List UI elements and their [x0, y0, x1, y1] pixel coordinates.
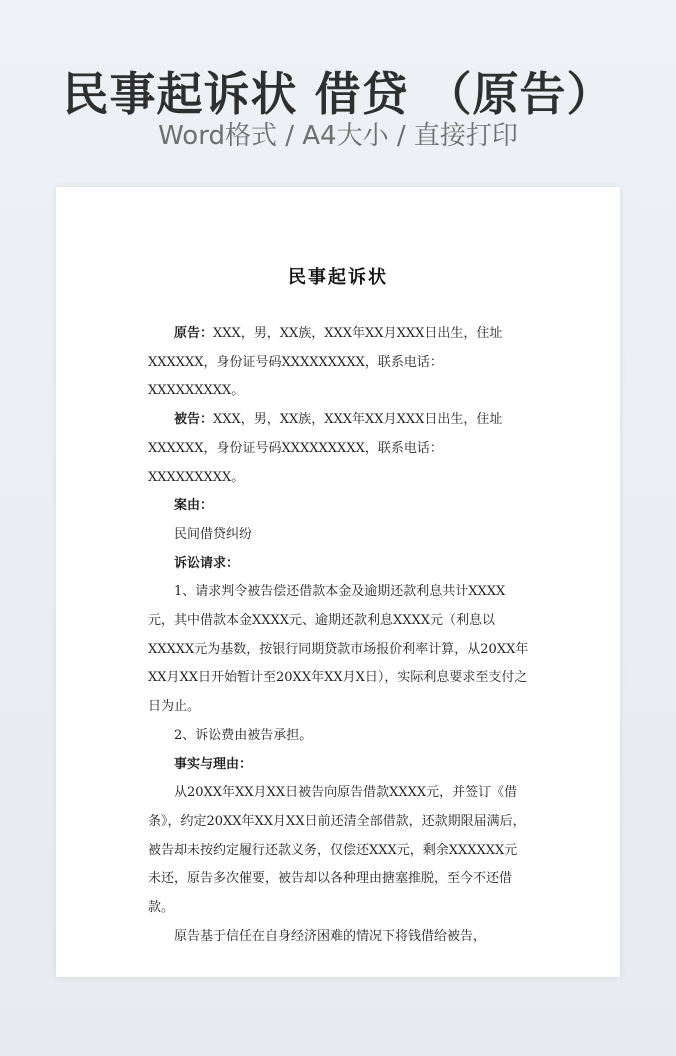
plaintiff-paragraph	[148, 320, 530, 406]
document-title: 民事起诉状	[288, 267, 388, 288]
claim-item-1: 1、请求判令被告偿还借款本金及逾期还款利息共计XXXX元，其中借款本金XXXX元、逾期还款利息XXXX元（利息以XXXXX元为基数，按银行同期贷款市场报价利率计算，从20XX年XX月XX日开始暂计至20XX年XX月X日），实际利息要求至支付之日为止。	[148, 584, 529, 715]
plaintiff-text: XXX，男，XX族，XXX年XX月XXX日出生，住址XXXXXX，身份证号码XXXXXXXXX，联系电话：XXXXXXXXX。	[148, 326, 503, 399]
page-subtitle: Word格式 / A4大小 / 直接打印	[158, 121, 518, 151]
defendant-label: 被告：	[174, 412, 214, 428]
claims-label: 诉讼请求：	[174, 555, 240, 571]
cause-label: 案由：	[174, 498, 214, 514]
facts-label: 事实与理由：	[174, 756, 253, 772]
page-title: 民事起诉状 借贷 （原告）	[62, 67, 614, 121]
plaintiff-label: 原告：	[174, 326, 214, 341]
facts-paragraph-1: 从20XX年XX月XX日被告向原告借款XXXX元，并签订《借条》，约定20XX年XX月XX日前还清全部借款，还款期限届满后，被告却未按约定履行还款义务，仅偿还XXX元，剩余XXXXXX元未还，原告多次催要，被告却以各种理由搪塞推脱，至今不还借款。	[148, 785, 526, 916]
defendant-paragraph	[148, 406, 530, 492]
document-page	[56, 187, 620, 977]
claim-item-2: 2、诉讼费由被告承担。	[174, 727, 313, 743]
cause-text: 民间借贷纠纷	[174, 526, 253, 542]
defendant-text: XXX，男，XX族，XXX年XX月XXX日出生，住址XXXXXX，身份证号码XXXXXXXXX，联系电话：XXXXXXXXX。	[148, 412, 503, 485]
facts-paragraph-2: 原告基于信任在自身经济困难的情况下将钱借给被告，	[174, 928, 487, 944]
document-body	[148, 320, 530, 951]
